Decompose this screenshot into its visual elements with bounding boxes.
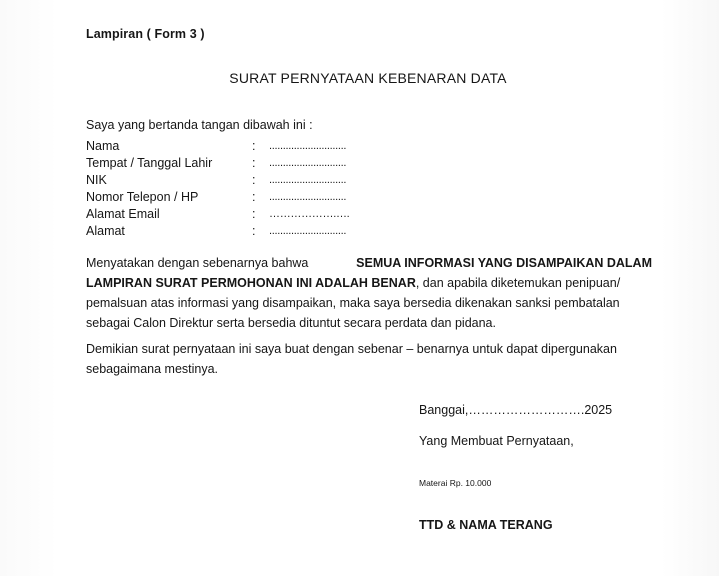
field-blank: ……………….…. [269,208,350,220]
field-blank: ............................ [269,225,347,237]
closing-paragraph [86,339,652,379]
identity-fields [86,138,389,240]
attachment-label: Lampiran ( Form 3 ) [86,27,205,41]
field-label: Alamat Email [86,207,160,221]
field-label: Tempat / Tanggal Lahir [86,156,213,170]
field-label: Nama [86,139,120,153]
field-row-birth [86,155,389,172]
field-row-nik [86,172,389,189]
field-blank: ............................ [269,174,347,186]
field-label: Alamat [86,224,125,238]
statement-line-1 [86,253,652,273]
statement-prefix: Menyatakan dengan sebenarnya bahwa [86,256,309,270]
document-title: SURAT PERNYATAAN KEBENARAN DATA [229,70,507,86]
stamp-duty-note: Materai Rp. 10.000 [419,478,492,488]
statement-emphasis: SEMUA INFORMASI YANG DISAMPAIKAN DALAM [356,256,652,270]
field-colon: : [252,156,256,170]
signature-name-line: TTD & NAMA TERANG [419,518,553,532]
statement-line-2 [86,273,652,293]
field-label: Nomor Telepon / HP [86,190,199,204]
statement-emphasis-continued: LAMPIRAN SURAT PERMOHONAN INI ADALAH BENAR [86,276,416,290]
statement-suffix: , dan apabila diketemukan penipuan/ [415,276,621,290]
signature-maker: Yang Membuat Pernyataan, [419,434,574,448]
statement-paragraph [86,253,652,333]
field-blank: ............................ [269,157,347,169]
field-colon: : [252,173,256,187]
field-blank: ............................ [269,191,347,203]
field-blank: ............................ [269,140,347,152]
field-label: NIK [86,173,107,187]
signature-place-date: Banggai,……………………….2025 [419,403,613,417]
field-row-name [86,138,389,155]
field-colon: : [252,207,256,221]
field-row-phone [86,189,389,206]
statement-line-4: sebagai Calon Direktur serta bersedia dituntut secara perdata dan pidana. [86,316,496,330]
field-colon: : [252,190,256,204]
field-colon: : [252,139,256,153]
field-row-email [86,206,389,223]
closing-line-1: Demikian surat pernyataan ini saya buat dengan sebenar – benarnya untuk dapat dipergunakan [86,342,617,356]
field-row-address [86,223,389,240]
field-colon: : [252,224,256,238]
statement-line-3: pemalsuan atas informasi yang disampaikan, maka saya bersedia dikenakan sanksi pembatalan [86,296,620,310]
closing-line-2: sebagaimana mestinya. [86,362,219,376]
intro-text: Saya yang bertanda tangan dibawah ini : [86,118,313,132]
